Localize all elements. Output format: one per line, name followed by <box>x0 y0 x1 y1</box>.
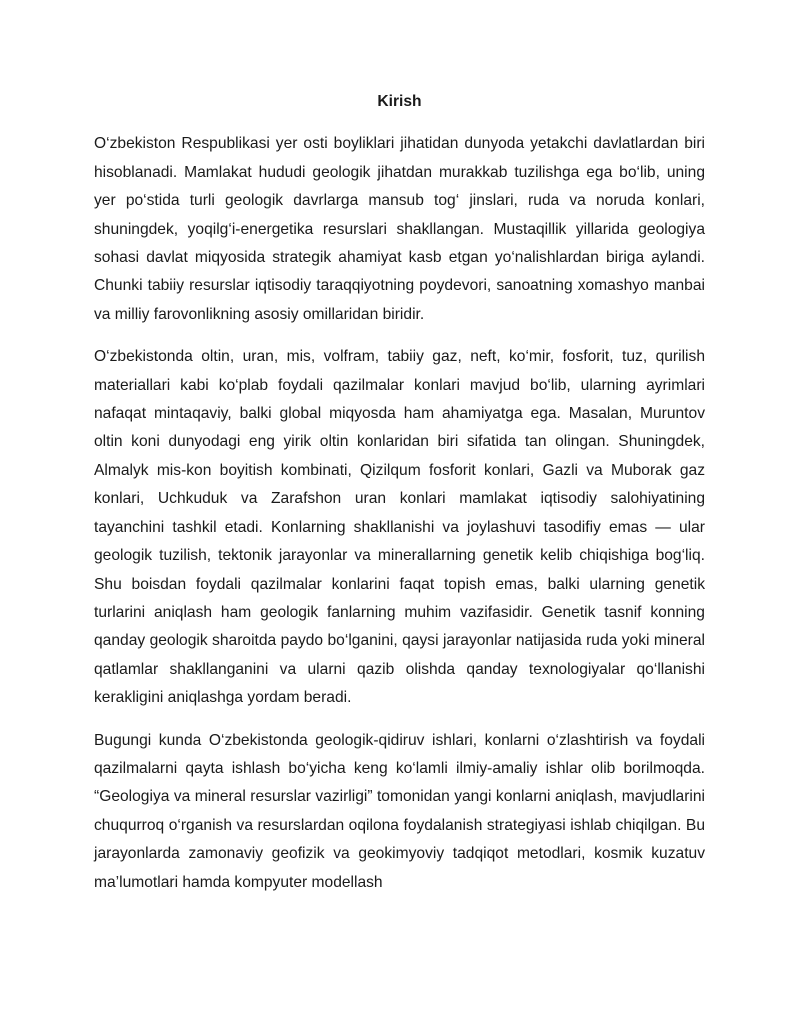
page-title: Kirish <box>377 93 422 110</box>
document-page <box>94 88 705 911</box>
paragraph: Bugungi kunda O‘zbekistonda geologik-qidiruv ishlari, konlarni o‘zlashtirish va foydali qazilmalarni qayta ishlash bo‘yicha keng ko‘lamli ilmiy-amaliy ishlar olib borilmoqda. “Geologiya va mineral resurslar vazirligi” tomonidan yangi konlarni aniqlash, mavjudlarini chuqurroq o‘rganish va resurslardan oqilona foydalanish strategiyasi ishlab chiqilgan. Bu jarayonlarda zamonaviy geofizik va geokimyoviy tadqiqot metodlari, kosmik kuzatuv ma’lumotlari hamda kompyuter modellash <box>94 731 705 891</box>
paragraph: O‘zbekistonda oltin, uran, mis, volfram, tabiiy gaz, neft, ko‘mir, fosforit, tuz, qurilish materiallari kabi ko‘plab foydali qazilmalar konlari mavjud bo‘lib, ularning ayrimlari nafaqat mintaqaviy, balki global miqyosda ham ahamiyatga ega. Masalan, Muruntov oltin koni dunyodagi eng yirik oltin konlaridan biri sifatida tan olingan. Shuningdek, Almalyk mis-kon boyitish kombinati, Qizilqum fosforit konlari, Gazli va Muborak gaz konlari, Uchkuduk va Zarafshon uran konlari mamlakat iqtisodiy salohiyatining tayanchini tashkil etadi. Konlarning shakllanishi va joylashuvi tasodifiy emas — ular geologik tuzilish, tektonik jarayonlar va minerallarning genetik kelib chiqishiga bog‘liq. Shu boisdan foydali qazilmalar konlarini faqat topish emas, balki ularning genetik turlarini aniqlash ham geologik fanlarning muhim vazifasidir. Genetik tasnif konning qanday geologik sharoitda paydo bo‘lganini, qaysi jarayonlar natijasida ruda yoki mineral qatlamlar shakllanganini va ularni qazib olishda qanday texnologiyalar qo‘llanishi kerakligini aniqlashga yordam beradi. <box>94 348 705 707</box>
paragraph: O‘zbekiston Respublikasi yer osti boyliklari jihatidan dunyoda yetakchi davlatlardan biri hisoblanadi. Mamlakat hududi geologik jihatdan murakkab tuzilishga ega bo‘lib, uning yer po‘stida turli geologik davrlarga mansub tog‘ jinslari, ruda va noruda konlari, shuningdek, yoqilg‘i-energetika resurslari shakllangan. Mustaqillik yillarida geologiya sohasi davlat miqyosida strategik ahamiyat kasb etgan yo‘nalishlardan biriga aylandi. Chunki tabiiy resurslar iqtisodiy taraqqiyotning poydevori, sanoatning xomashyo manbai va milliy farovonlikning asosiy omillaridan biridir. <box>94 135 705 323</box>
